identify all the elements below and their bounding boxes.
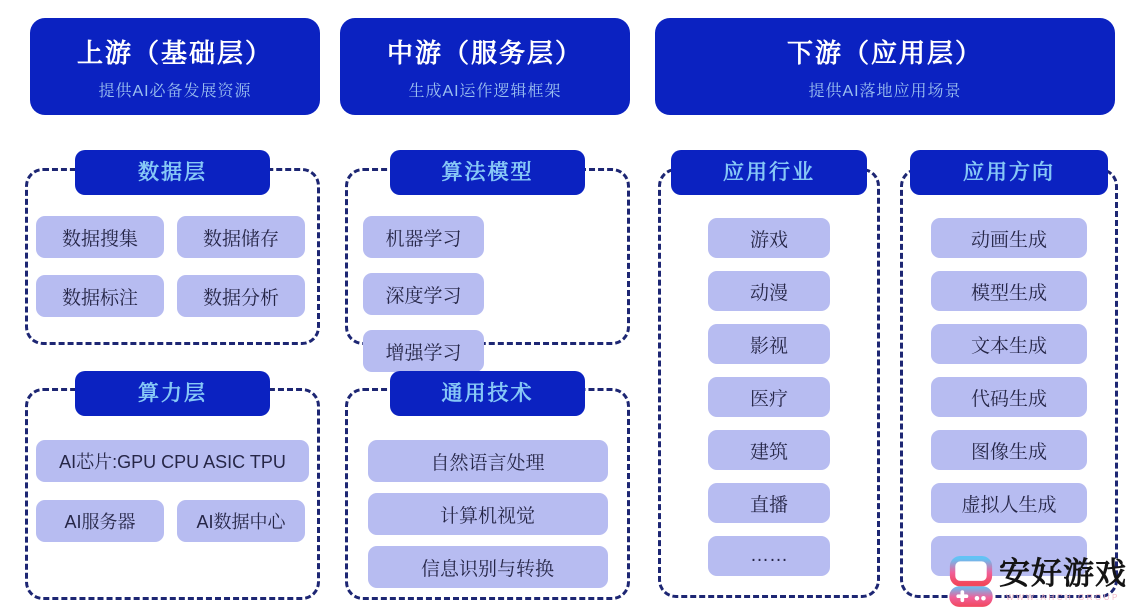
panel-application-direction bbox=[900, 168, 1118, 598]
header-upstream-title: 上游（基础层） bbox=[76, 37, 273, 68]
chip: 模型生成 bbox=[931, 271, 1087, 311]
watermark bbox=[948, 556, 1127, 608]
chip: 深度学习 bbox=[363, 273, 484, 315]
chip: 直播 bbox=[708, 483, 830, 523]
chip: 动漫 bbox=[708, 271, 830, 311]
chip: 图像生成 bbox=[931, 430, 1087, 470]
chip: 动画生成 bbox=[931, 218, 1087, 258]
header-upstream-subtitle: 提供AI必备发展资源 bbox=[98, 82, 252, 100]
chip: AI服务器 bbox=[36, 500, 164, 542]
chip: 数据储存 bbox=[177, 216, 305, 258]
panel-title-application-direction: 应用方向 bbox=[910, 150, 1108, 195]
chip: 文本生成 bbox=[931, 324, 1087, 364]
header-upstream bbox=[30, 18, 320, 115]
panel-compute-layer bbox=[25, 388, 320, 600]
chip: 信息识别与转换 bbox=[368, 546, 608, 588]
chip: AI数据中心 bbox=[177, 500, 305, 542]
chip: 自然语言处理 bbox=[368, 440, 608, 482]
panel-title-general-tech: 通用技术 bbox=[390, 371, 585, 416]
chip: 计算机视觉 bbox=[368, 493, 608, 535]
chip: 医疗 bbox=[708, 377, 830, 417]
chip: 代码生成 bbox=[931, 377, 1087, 417]
chip: 增强学习 bbox=[363, 330, 484, 372]
chip: 游戏 bbox=[708, 218, 830, 258]
watermark-tagline: WWW.AHCH GROUP bbox=[1006, 592, 1120, 602]
panel-general-tech bbox=[345, 388, 630, 600]
chip: 机器学习 bbox=[363, 216, 484, 258]
chip: AI芯片:GPU CPU ASIC TPU bbox=[36, 440, 309, 482]
panel-title-data-layer: 数据层 bbox=[75, 150, 270, 195]
header-midstream-title: 中游（服务层） bbox=[386, 37, 583, 68]
panel-application-industry bbox=[658, 168, 880, 598]
header-midstream-subtitle: 生成AI运作逻辑框架 bbox=[408, 82, 562, 100]
chip: 虚拟人生成 bbox=[931, 483, 1087, 523]
chip: …… bbox=[708, 536, 830, 576]
panel-title-application-industry: 应用行业 bbox=[671, 150, 867, 195]
chip: 数据分析 bbox=[177, 275, 305, 317]
watermark-brand: 安好游戏 bbox=[999, 556, 1127, 591]
header-downstream-subtitle: 提供AI落地应用场景 bbox=[808, 82, 962, 100]
watermark-text bbox=[999, 556, 1127, 602]
chip: 数据搜集 bbox=[36, 216, 164, 258]
panel-title-compute-layer: 算力层 bbox=[75, 371, 270, 416]
header-downstream bbox=[655, 18, 1115, 115]
header-downstream-title: 下游（应用层） bbox=[786, 37, 983, 68]
panel-title-algorithm-model: 算法模型 bbox=[390, 150, 585, 195]
chip: 影视 bbox=[708, 324, 830, 364]
game-console-icon bbox=[948, 556, 994, 608]
chip: 数据标注 bbox=[36, 275, 164, 317]
chip: 建筑 bbox=[708, 430, 830, 470]
header-midstream bbox=[340, 18, 630, 115]
